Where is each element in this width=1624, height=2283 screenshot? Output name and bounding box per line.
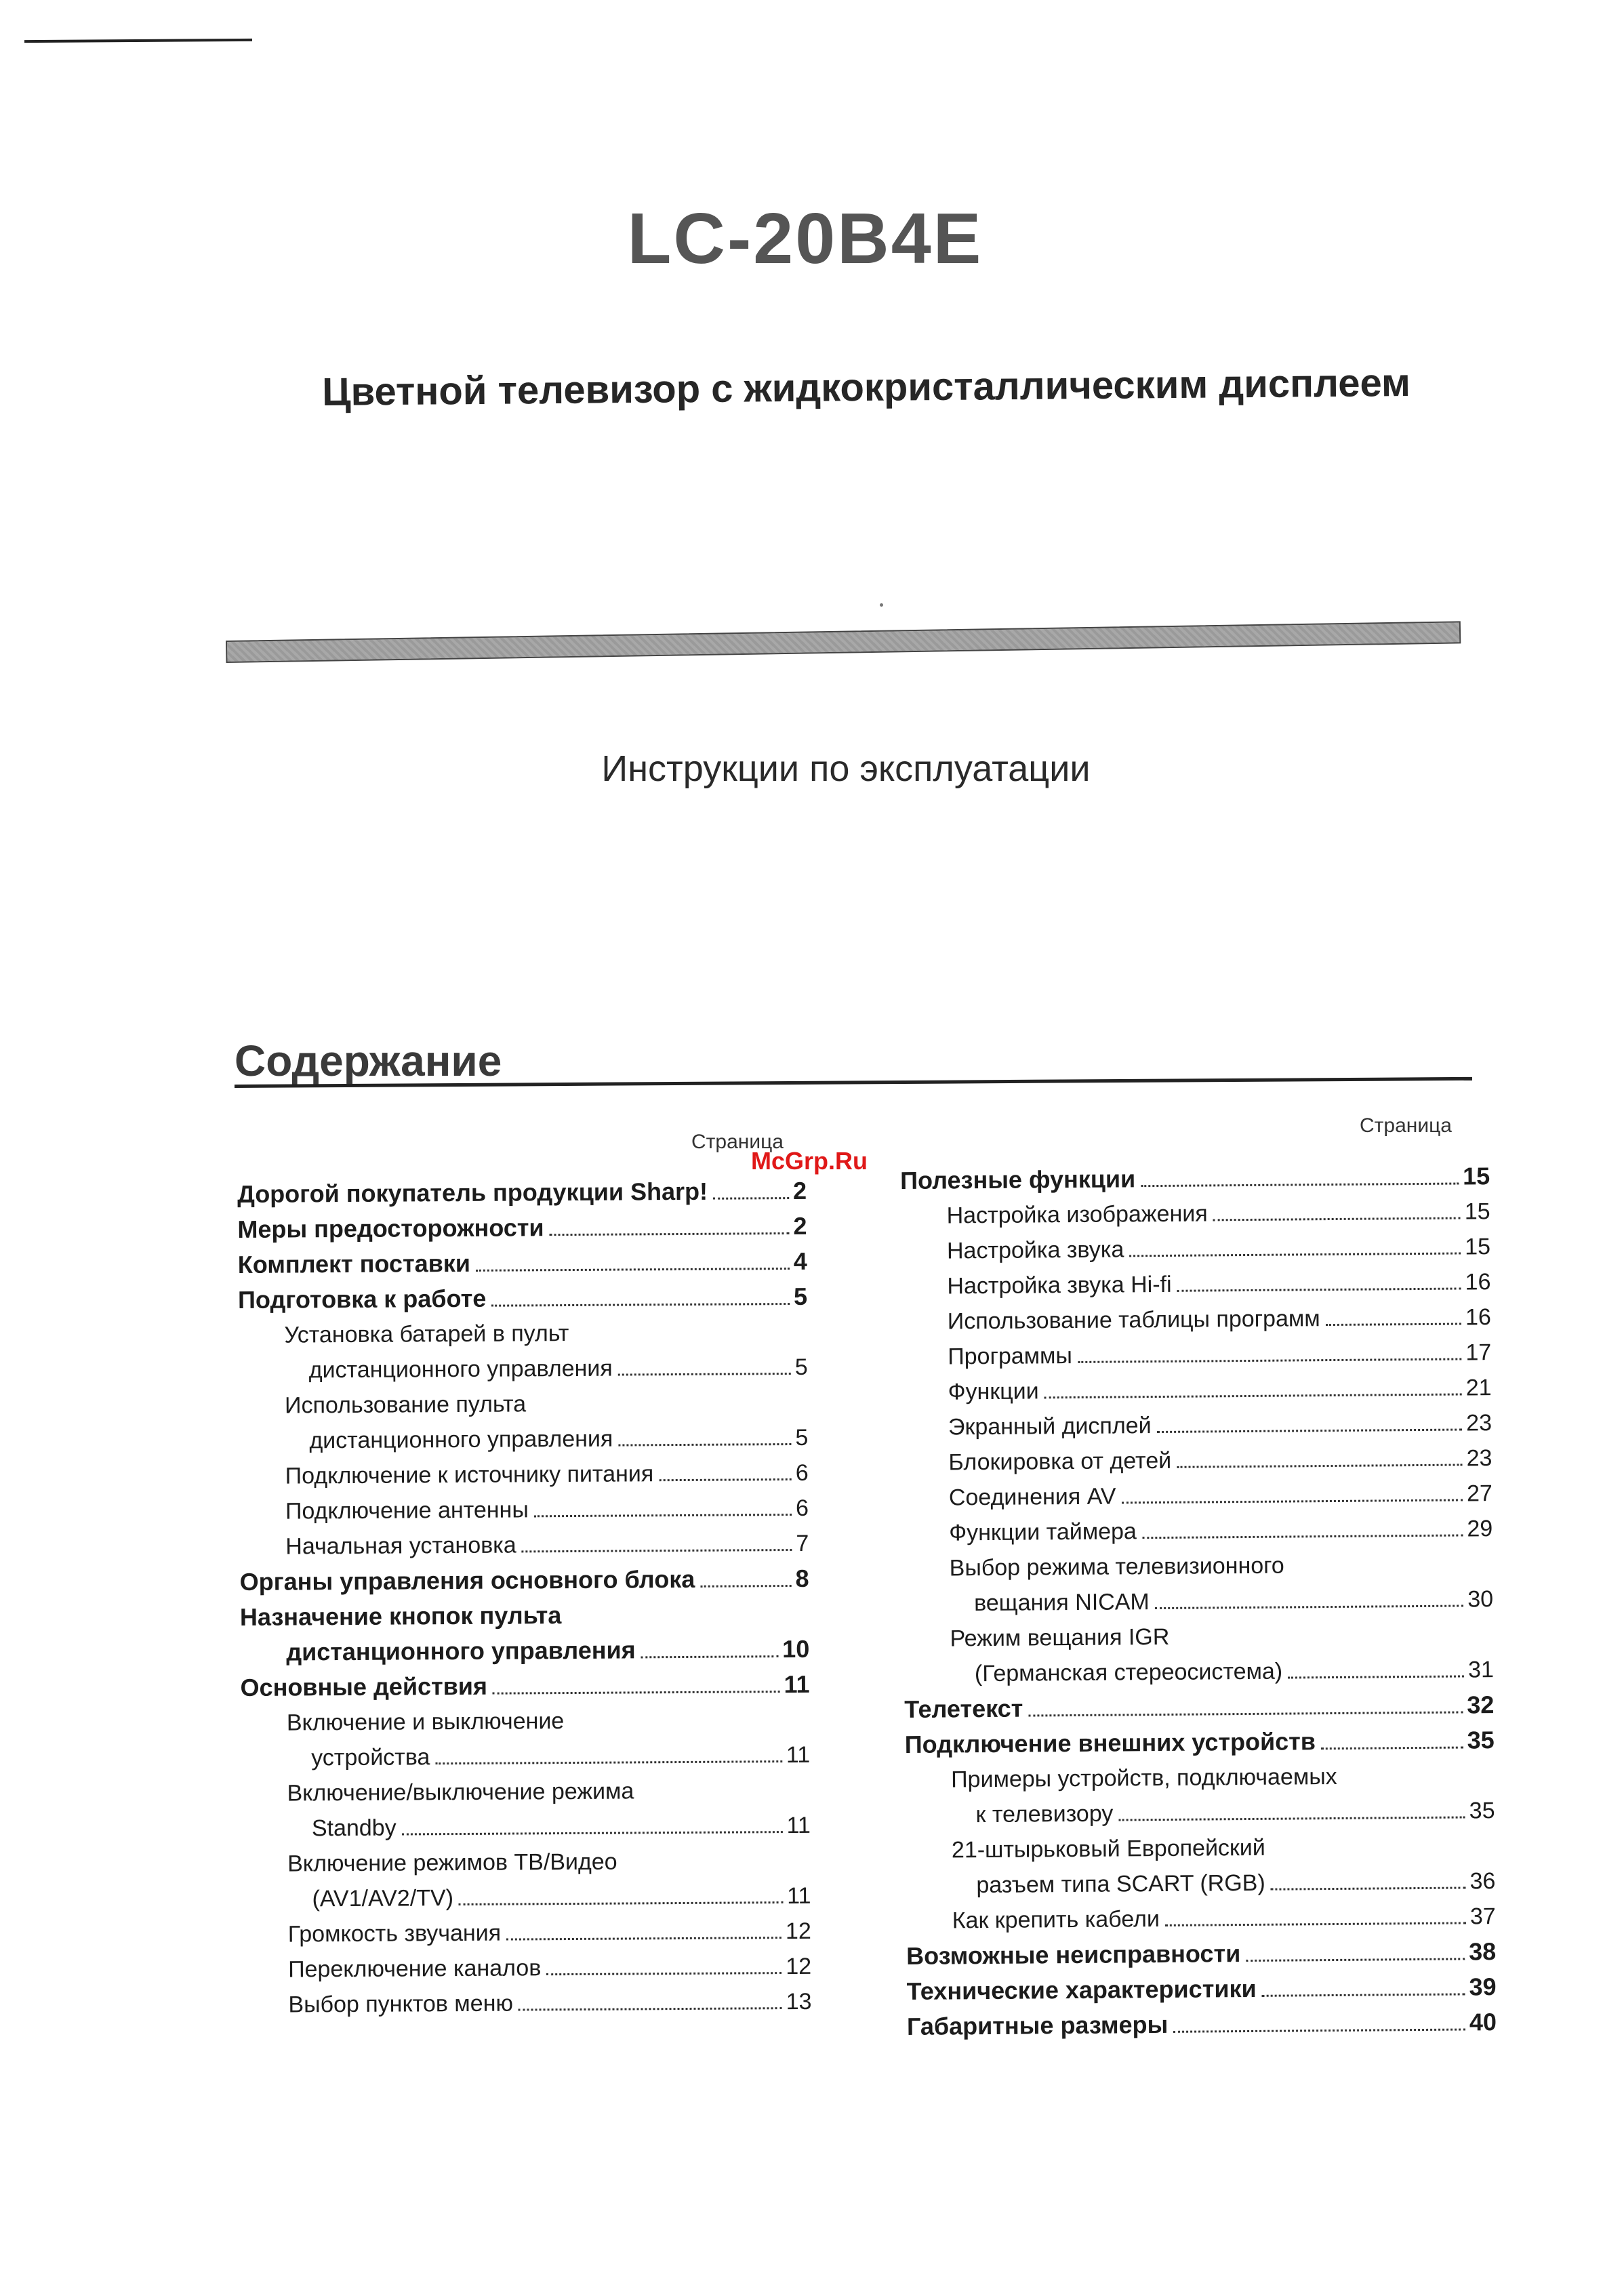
toc-entry[interactable] — [242, 1949, 811, 1987]
watermark[interactable]: McGrp.Ru — [751, 1147, 868, 1175]
toc-entry-page: 23 — [1466, 1410, 1493, 1436]
toc-entry-title: Основные действия — [240, 1672, 488, 1701]
toc-entry[interactable] — [901, 1335, 1491, 1375]
toc-entry-title: разъем типа SCART (RGB) — [976, 1870, 1265, 1899]
dot-leader — [713, 1197, 789, 1200]
toc-entry-title: Функции таймера — [949, 1518, 1137, 1546]
toc-entry-page: 13 — [786, 1988, 812, 2015]
toc-entry[interactable] — [238, 1279, 807, 1318]
toc-entry-title: Примеры устройств, подключаемых — [950, 1763, 1337, 1793]
toc-entry-title: Программы — [948, 1343, 1073, 1370]
toc-entry-page: 10 — [782, 1634, 810, 1663]
toc-entry[interactable] — [906, 1828, 1495, 1868]
toc-entry-title: Подключение антенны — [285, 1497, 529, 1524]
dot-leader — [459, 1901, 783, 1905]
toc-entry[interactable] — [240, 1667, 809, 1705]
toc-entry-page: 2 — [793, 1211, 807, 1240]
dot-leader — [1213, 1217, 1461, 1221]
toc-entry-page: 11 — [786, 1812, 811, 1839]
toc-entry[interactable] — [900, 1158, 1490, 1198]
toc-entry-page: 11 — [784, 1670, 810, 1699]
toc-entry-page: 15 — [1464, 1198, 1490, 1225]
toc-entry-page: 6 — [795, 1495, 809, 1521]
product-subtitle: Цветной телевизор с жидкокристаллическим дисплеем — [321, 360, 1411, 415]
toc-entry-page: 30 — [1467, 1586, 1494, 1613]
toc-entry[interactable] — [903, 1511, 1493, 1551]
toc-entry-page: 11 — [787, 1882, 811, 1910]
toc-entry-page: 5 — [794, 1354, 808, 1380]
toc-entry[interactable] — [239, 1385, 808, 1423]
toc-entry-title: Подключение к источнику питания — [285, 1461, 654, 1489]
dot-leader — [1157, 1428, 1463, 1433]
toc-entry-title: Начальная установка — [285, 1532, 516, 1560]
toc-entry-title: 21-штырьковый Европейский — [951, 1834, 1265, 1863]
dot-leader — [1326, 1323, 1461, 1327]
dot-leader — [1321, 1747, 1463, 1750]
toc-entry[interactable] — [239, 1420, 808, 1459]
toc-entry-page: 7 — [796, 1530, 809, 1556]
toc-entry-title: Включение/выключение режима — [287, 1778, 634, 1806]
dot-leader — [493, 1691, 780, 1695]
toc-entry-title: Включение и выключение — [286, 1708, 565, 1736]
toc-entry[interactable] — [241, 1737, 810, 1776]
toc-entry-page: 2 — [792, 1176, 807, 1205]
toc-entry[interactable] — [239, 1455, 809, 1494]
toc-entry-title: (AV1/AV2/TV) — [312, 1885, 454, 1912]
dot-leader — [435, 1760, 782, 1764]
dot-leader — [506, 1937, 781, 1940]
toc-entry-title: Настройка звука Hi-fi — [947, 1271, 1172, 1299]
toc-entry-page: 15 — [1465, 1234, 1491, 1260]
toc-entry-title: Блокировка от детей — [948, 1447, 1172, 1476]
toc-entry[interactable] — [904, 1617, 1493, 1657]
toc-entry[interactable] — [240, 1596, 809, 1635]
dot-leader — [1155, 1604, 1464, 1609]
dot-leader — [1288, 1675, 1464, 1678]
toc-entry[interactable] — [901, 1370, 1491, 1410]
toc-entry[interactable] — [239, 1491, 809, 1529]
dot-leader — [1177, 1463, 1462, 1468]
toc-entry-page: 35 — [1467, 1726, 1495, 1754]
toc-entry[interactable] — [237, 1173, 807, 1212]
toc-entry-title: Технические характеристики — [906, 1974, 1257, 2005]
toc-entry[interactable] — [242, 1984, 811, 2023]
toc-entry-title: Возможные неисправности — [906, 1939, 1241, 1970]
toc-entry-page: 38 — [1468, 1937, 1497, 1966]
toc-entry[interactable] — [905, 1722, 1495, 1762]
toc-entry-title: дистанционного управления — [308, 1355, 613, 1383]
toc-entry-title: Соединения AV — [948, 1483, 1116, 1511]
toc-entry-title: Выбор режима телевизионного — [949, 1552, 1284, 1581]
dot-leader — [546, 1972, 781, 1975]
toc-entry-page: 17 — [1465, 1339, 1492, 1366]
toc-entry-title: Установка батарей в пульт — [284, 1320, 569, 1348]
toc-entry-title: Полезные функции — [900, 1165, 1136, 1194]
toc-entry[interactable] — [901, 1299, 1491, 1339]
toc-entry[interactable] — [904, 1652, 1494, 1692]
toc-entry-title: Подключение внешних устройств — [904, 1727, 1316, 1758]
toc-entry[interactable] — [906, 1934, 1496, 1974]
toc-entry-title: Габаритные размеры — [906, 2010, 1169, 2040]
toc-entry[interactable] — [237, 1209, 807, 1247]
toc-entry-title: Органы управления основного блока — [239, 1564, 695, 1596]
toc-entry-title: Включение режимов ТВ/Видео — [287, 1848, 617, 1877]
dot-leader — [700, 1585, 791, 1588]
divider-bar — [226, 621, 1461, 663]
toc-entry[interactable] — [906, 1899, 1496, 1939]
toc-entry[interactable] — [906, 1863, 1495, 1903]
dot-leader — [1141, 1183, 1459, 1188]
toc-entry[interactable] — [905, 1793, 1495, 1833]
toc-entry-page: 12 — [786, 1953, 812, 1980]
dot-leader — [522, 1549, 792, 1552]
toc-entry-title: Громкость звучания — [287, 1920, 502, 1947]
toc-entry-title: к телевизору — [975, 1800, 1114, 1828]
dot-leader — [402, 1831, 783, 1835]
toc-entry[interactable] — [241, 1702, 810, 1741]
dot-leader — [1262, 1993, 1465, 1996]
toc-entry-title: устройства — [311, 1744, 430, 1771]
toc-entry-title: Настройка звука — [946, 1236, 1124, 1264]
toc-entry-page: 16 — [1465, 1304, 1491, 1331]
dot-leader — [550, 1232, 790, 1236]
toc-column-right — [900, 1158, 1497, 2044]
toc-entry[interactable] — [239, 1561, 809, 1600]
toc-entry-title: Настройка изображения — [946, 1200, 1208, 1229]
toc-entry[interactable] — [900, 1194, 1490, 1234]
toc-entry-page: 36 — [1469, 1868, 1496, 1895]
toc-entry[interactable] — [241, 1843, 811, 1882]
toc-entry-title: (Германская стереосистема) — [974, 1658, 1283, 1687]
toc-entry-title: Дорогой покупатель продукции Sharp! — [237, 1177, 708, 1208]
toc-entry[interactable] — [904, 1581, 1493, 1621]
toc-entry-title: Использование пульта — [284, 1391, 527, 1419]
toc-entry-title: Standby — [311, 1815, 397, 1842]
dot-leader — [534, 1514, 792, 1517]
dot-leader — [1122, 1499, 1463, 1503]
toc-entry[interactable] — [903, 1476, 1493, 1516]
toc-entry-page: 39 — [1469, 1973, 1497, 2001]
toc-heading: Содержание — [235, 1036, 502, 1085]
dot-leader — [1246, 1958, 1465, 1962]
toc-entry-page: 37 — [1469, 1903, 1496, 1930]
toc-entry-page: 16 — [1465, 1269, 1491, 1295]
dot-leader — [1142, 1534, 1463, 1539]
toc-entry[interactable] — [904, 1687, 1494, 1727]
toc-entry-page: 5 — [795, 1424, 809, 1451]
toc-entry[interactable] — [241, 1773, 810, 1811]
toc-entry-title: Назначение кнопок пульта — [239, 1601, 562, 1631]
toc-entry-title: дистанционного управления — [286, 1636, 636, 1666]
toc-entry-page: 32 — [1467, 1691, 1495, 1719]
toc-entry-title: дистанционного управления — [309, 1426, 613, 1454]
toc-entry-page: 31 — [1467, 1657, 1495, 1683]
dot-leader — [1118, 1816, 1465, 1821]
dot-leader — [1271, 1886, 1466, 1890]
dot-leader — [1028, 1712, 1463, 1717]
toc-entry[interactable] — [905, 1758, 1495, 1798]
dot-leader — [1165, 1922, 1466, 1926]
toc-entry-title: Меры предосторожности — [237, 1213, 544, 1243]
dot-leader — [519, 2007, 782, 2011]
dot-leader — [1078, 1358, 1462, 1363]
toc-entry[interactable] — [238, 1314, 807, 1353]
toc-entry-title: Телетекст — [904, 1694, 1023, 1723]
toc-entry-page: 35 — [1469, 1798, 1495, 1824]
page-column-label-right: Страница — [1360, 1114, 1452, 1137]
toc-entry-page: 21 — [1465, 1375, 1492, 1401]
page-column-label-left: Страница — [691, 1131, 784, 1153]
toc-entry[interactable] — [902, 1440, 1492, 1480]
dot-leader — [1129, 1253, 1461, 1257]
corner-rule — [24, 39, 252, 43]
toc-entry-page: 5 — [793, 1282, 808, 1310]
toc-entry-title: Режим вещания IGR — [950, 1623, 1170, 1652]
dot-leader — [1177, 1288, 1461, 1292]
toc-entry-title: Функции — [948, 1378, 1039, 1405]
toc-entry[interactable] — [240, 1632, 809, 1670]
toc-entry-page: 15 — [1462, 1162, 1490, 1190]
toc-entry-page: 12 — [785, 1918, 811, 1945]
toc-entry-title: Как крепить кабели — [952, 1906, 1160, 1934]
toc-entry-page: 27 — [1466, 1480, 1493, 1507]
toc-entry[interactable] — [239, 1526, 809, 1564]
dot-leader — [1044, 1394, 1462, 1399]
dot-leader — [1173, 2028, 1465, 2032]
toc-entry-page: 6 — [795, 1459, 809, 1486]
dot-leader — [659, 1478, 792, 1481]
toc-entry-title: Подготовка к работе — [237, 1284, 487, 1314]
dot-leader — [618, 1443, 791, 1447]
toc-entry-page: 8 — [795, 1564, 809, 1592]
toc-entry[interactable] — [901, 1264, 1490, 1304]
toc-entry-title: Выбор пунктов меню — [288, 1990, 514, 2018]
toc-entry-title: Комплект поставки — [237, 1249, 471, 1278]
toc-entry[interactable] — [242, 1914, 811, 1952]
toc-entry[interactable] — [238, 1244, 807, 1282]
toc-entry-page: 11 — [786, 1741, 811, 1769]
toc-entry-title: Использование таблицы программ — [947, 1306, 1320, 1335]
toc-entry-page: 29 — [1467, 1516, 1493, 1542]
toc-entry[interactable] — [903, 1546, 1493, 1586]
toc-entry[interactable] — [901, 1229, 1490, 1269]
model-number: LC-20B4E — [627, 199, 983, 279]
toc-entry[interactable] — [902, 1405, 1492, 1445]
toc-entry[interactable] — [241, 1878, 811, 1917]
manual-title: Инструкции по эксплуатации — [601, 748, 1091, 789]
dot-leader — [491, 1303, 790, 1307]
toc-entry-page: 40 — [1469, 2008, 1497, 2036]
toc-entry-title: Переключение каналов — [288, 1955, 542, 1983]
dot-leader — [618, 1373, 791, 1376]
toc-entry[interactable] — [906, 1969, 1496, 2009]
dot-leader — [641, 1655, 779, 1658]
toc-entry[interactable] — [241, 1808, 811, 1846]
toc-entry-title: Экранный дисплей — [948, 1413, 1152, 1440]
toc-column-left — [237, 1173, 812, 2023]
toc-entry-title: вещания NICAM — [973, 1589, 1150, 1617]
dot-leader — [476, 1268, 790, 1272]
toc-entry[interactable] — [239, 1350, 808, 1388]
toc-entry[interactable] — [907, 2004, 1497, 2044]
toc-entry-page: 4 — [793, 1247, 807, 1275]
toc-entry-page: 23 — [1466, 1445, 1493, 1472]
scan-speck — [880, 603, 883, 607]
